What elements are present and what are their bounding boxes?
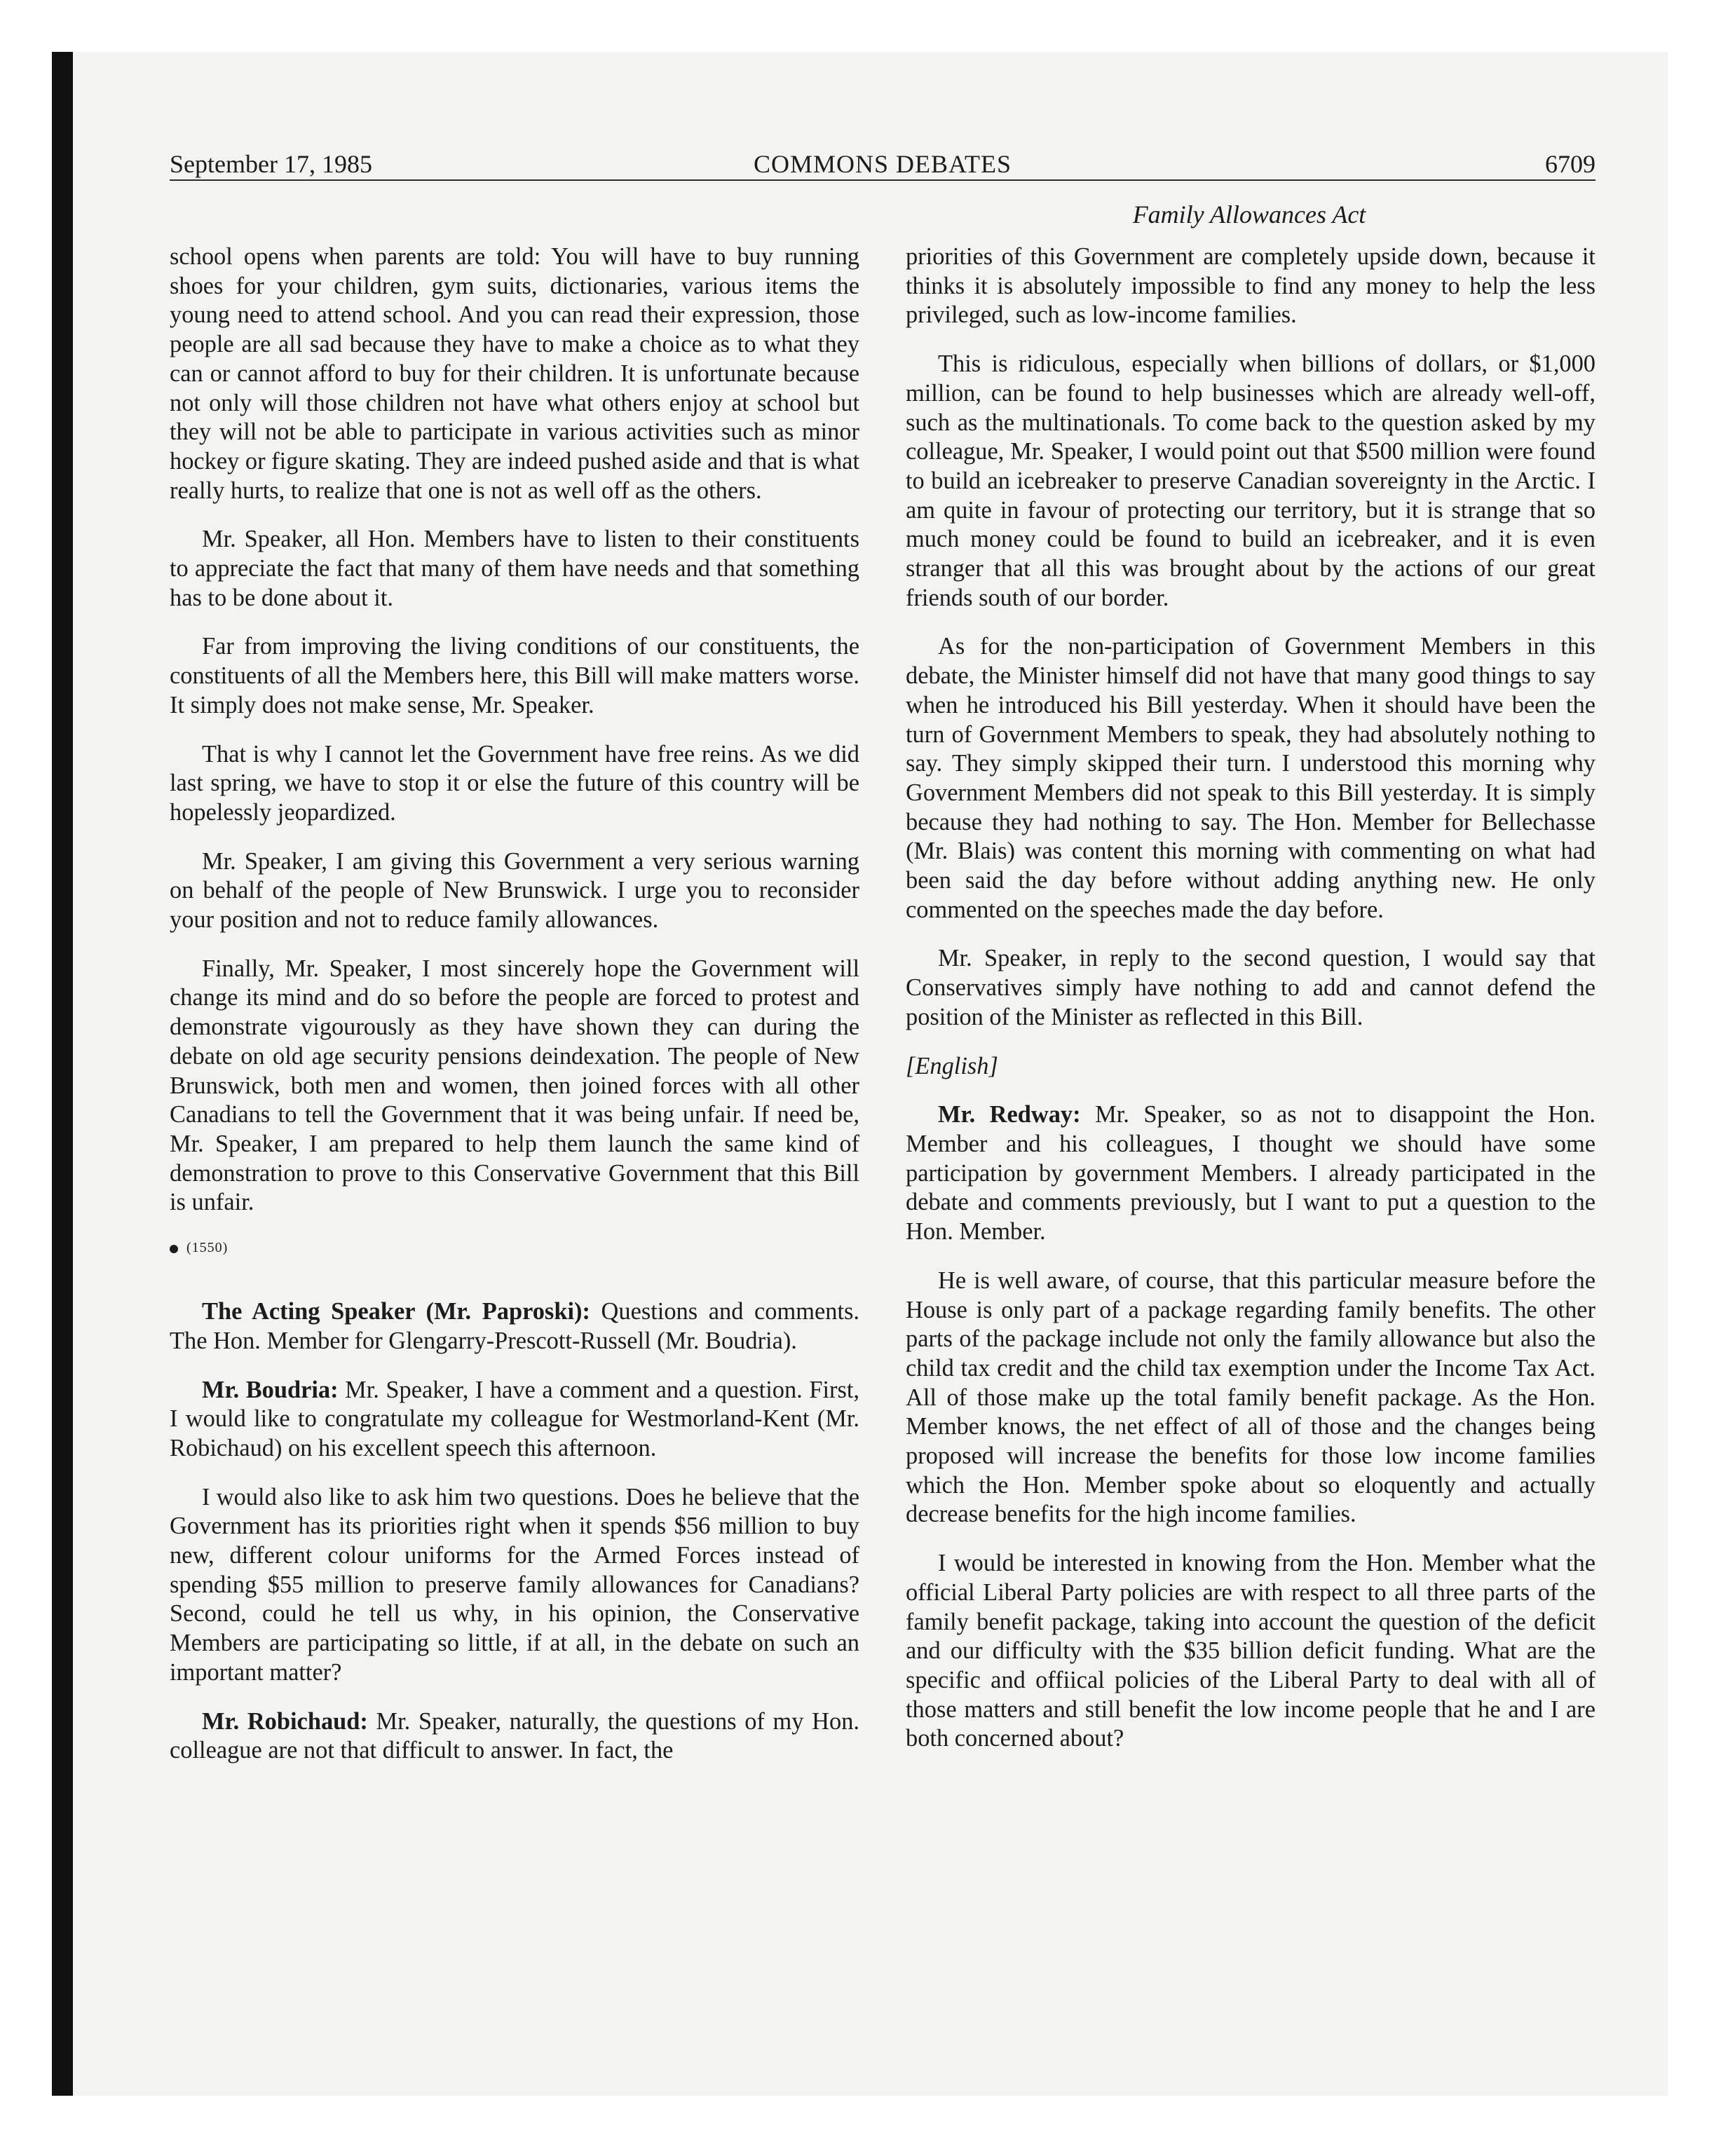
language-note: [English] bbox=[906, 1052, 998, 1079]
paragraph: He is well aware, of course, that this particular measure before the House is only part of a package regarding family benefits. The other parts of the package include not only the family allowance but also the child tax credit and the child tax exemption under the Income Tax Act. All of those make up the total family benefit package. As the Hon. Member knows, the net effect of all of those and the changes being proposed will increase the benefits for those low income families which the Hon. Member spoke about so eloquently and actually decrease benefits for the high income families. bbox=[906, 1267, 1595, 1528]
paragraph: Far from improving the living conditions of our constituents, the constituents of all the Members here, this Bill will make matters worse. It simply does not make sense, Mr. Speaker. bbox=[170, 633, 859, 718]
scan-binding-edge bbox=[52, 52, 73, 2096]
page-number: 6709 bbox=[1545, 150, 1595, 178]
running-head: Family Allowances Act bbox=[1132, 200, 1366, 228]
paragraph: This is ridiculous, especially when billions of dollars, or $1,000 million, can be found to help businesses which are already well-off, such as the multinationals. To come back to the question asked by my colleague, Mr. Speaker, I would point out that $500 million were found to build an icebreaker to preserve Canadian sovereignty in the Arctic. I am quite in favour of protecting our territory, but it is strange that so much money could be found to build an icebreaker, and it is even stranger that all this was brought about by the actions of our great friends south of our border. bbox=[906, 350, 1595, 611]
header-rule bbox=[170, 179, 1595, 181]
paragraph: Mr. Speaker, in reply to the second question, I would say that Conservatives simply have nothing to add and cannot defend the position of the Minister as reflected in this Bill. bbox=[906, 945, 1595, 1030]
speech-text: Mr. Speaker, naturally, the questions of my Hon. colleague are not that difficult to answer. In fact, the bbox=[170, 1707, 859, 1764]
speech-text: Questions and comments. The Hon. Member for Glengarry-Prescott-Russell (Mr. Boudria). bbox=[170, 1298, 859, 1354]
paragraph: Mr. Speaker, I am giving this Government a very serious warning on behalf of the people of New Brunswick. I urge you to reconsider your position and not to reduce family allowances. bbox=[170, 847, 859, 934]
speaker-name: The Acting Speaker (Mr. Paproski): bbox=[202, 1298, 590, 1325]
time-marker bbox=[170, 1237, 859, 1258]
paragraph: Finally, Mr. Speaker, I most sincerely hope the Government will change its mind and do so before the people are forced to protest and demonstrate vigourously as they have shown they can during the debate on old age security pensions deindexation. The people of New Brunswick, both men and women, then joined forces with all other Canadians to tell the Government that it was being unfair. If need be, Mr. Speaker, I am prepared to help them launch the same kind of demonstration to prove to this Conservative Government that this Bill is unfair. bbox=[170, 955, 859, 1216]
header-title: COMMONS DEBATES bbox=[753, 150, 1012, 178]
left-column bbox=[170, 243, 859, 1785]
speech-paragraph bbox=[170, 1707, 859, 1766]
paragraph: school opens when parents are told: You will have to buy running shoes for your children, gym suits, dictionaries, various items the young need to attend school. And you can read their expression, those people are all sad because they have to make a choice as to what they can or cannot afford to buy for their children. It is unfortunate because not only will those children not have what others enjoy at school but they will not be able to participate in various activities such as minor hockey or figure skating. They are indeed pushed aside and that is what really hurts, to realize that one is not as well off as the others. bbox=[170, 243, 859, 504]
right-column bbox=[906, 243, 1595, 1773]
paragraph: I would be interested in knowing from the Hon. Member what the official Liberal Party policies are with respect to all three parts of the family benefit package, taking into account the question of the deficit and our difficulty with the $35 billion deficit funding. What are the specific and offiical policies of the Liberal Party to deal with all of those matters and still benefit the low income people that he and I are both concerned about? bbox=[906, 1550, 1595, 1752]
time-marker-text: (1550) bbox=[186, 1240, 229, 1256]
speaker-name: Mr. Robichaud: bbox=[202, 1707, 368, 1735]
header-date: September 17, 1985 bbox=[170, 150, 372, 178]
page-header bbox=[170, 149, 1595, 181]
speech-paragraph bbox=[170, 1376, 859, 1464]
paragraph: I would also like to ask him two questions. Does he believe that the Government has its priorities right when it spends $56 million to buy new, different colour uniforms for the Armed Forces instead of spending $55 million to preserve family allowances for Canadians? Second, could he tell us why, in his opinion, the Conservative Members are participating so little, if at all, in the debate on such an important matter? bbox=[170, 1483, 859, 1686]
bullet-icon bbox=[170, 1245, 178, 1253]
scan-margin bbox=[1668, 0, 1735, 2156]
speech-paragraph bbox=[170, 1297, 859, 1356]
paragraph: Mr. Speaker, all Hon. Members have to listen to their constituents to appreciate the fact that many of them have needs and that something has to be done about it. bbox=[170, 526, 859, 611]
speech-text: Mr. Speaker, I have a comment and a question. First, I would like to congratulate my colleague for Westmorland-Kent (Mr. Robichaud) on his excellent speech this afternoon. bbox=[170, 1376, 859, 1461]
speech-paragraph bbox=[906, 1100, 1595, 1247]
paragraph: That is why I cannot let the Government have free reins. As we did last spring, we have to stop it or else the future of this country will be hopelessly jeopardized. bbox=[170, 740, 859, 826]
speaker-name: Mr. Boudria: bbox=[202, 1376, 339, 1403]
paragraph: As for the non-participation of Government Members in this debate, the Minister himself did not have that many good things to say when he introduced his Bill yesterday. When it should have been the turn of Government Members to speak, they had absolutely nothing to say. They simply skipped their turn. I understood this morning why Government Members did not speak to this Bill yesterday. It is simply because they had nothing to say. The Hon. Member for Bellechasse (Mr. Blais) was content this morning with commenting on what had been said the day before without adding anything new. He only commented on the speeches made the day before. bbox=[906, 633, 1595, 923]
speaker-name: Mr. Redway: bbox=[938, 1101, 1081, 1128]
speech-text: Mr. Speaker, so as not to disappoint the Hon. Member and his colleagues, I thought we should have some participation by government Members. I already participated in the debate and comments previously, but I want to put a question to the Hon. Member. bbox=[906, 1101, 1595, 1246]
paragraph: priorities of this Government are completely upside down, because it thinks it is absolutely impossible to find any money to help the less privileged, such as low-income families. bbox=[906, 243, 1595, 329]
